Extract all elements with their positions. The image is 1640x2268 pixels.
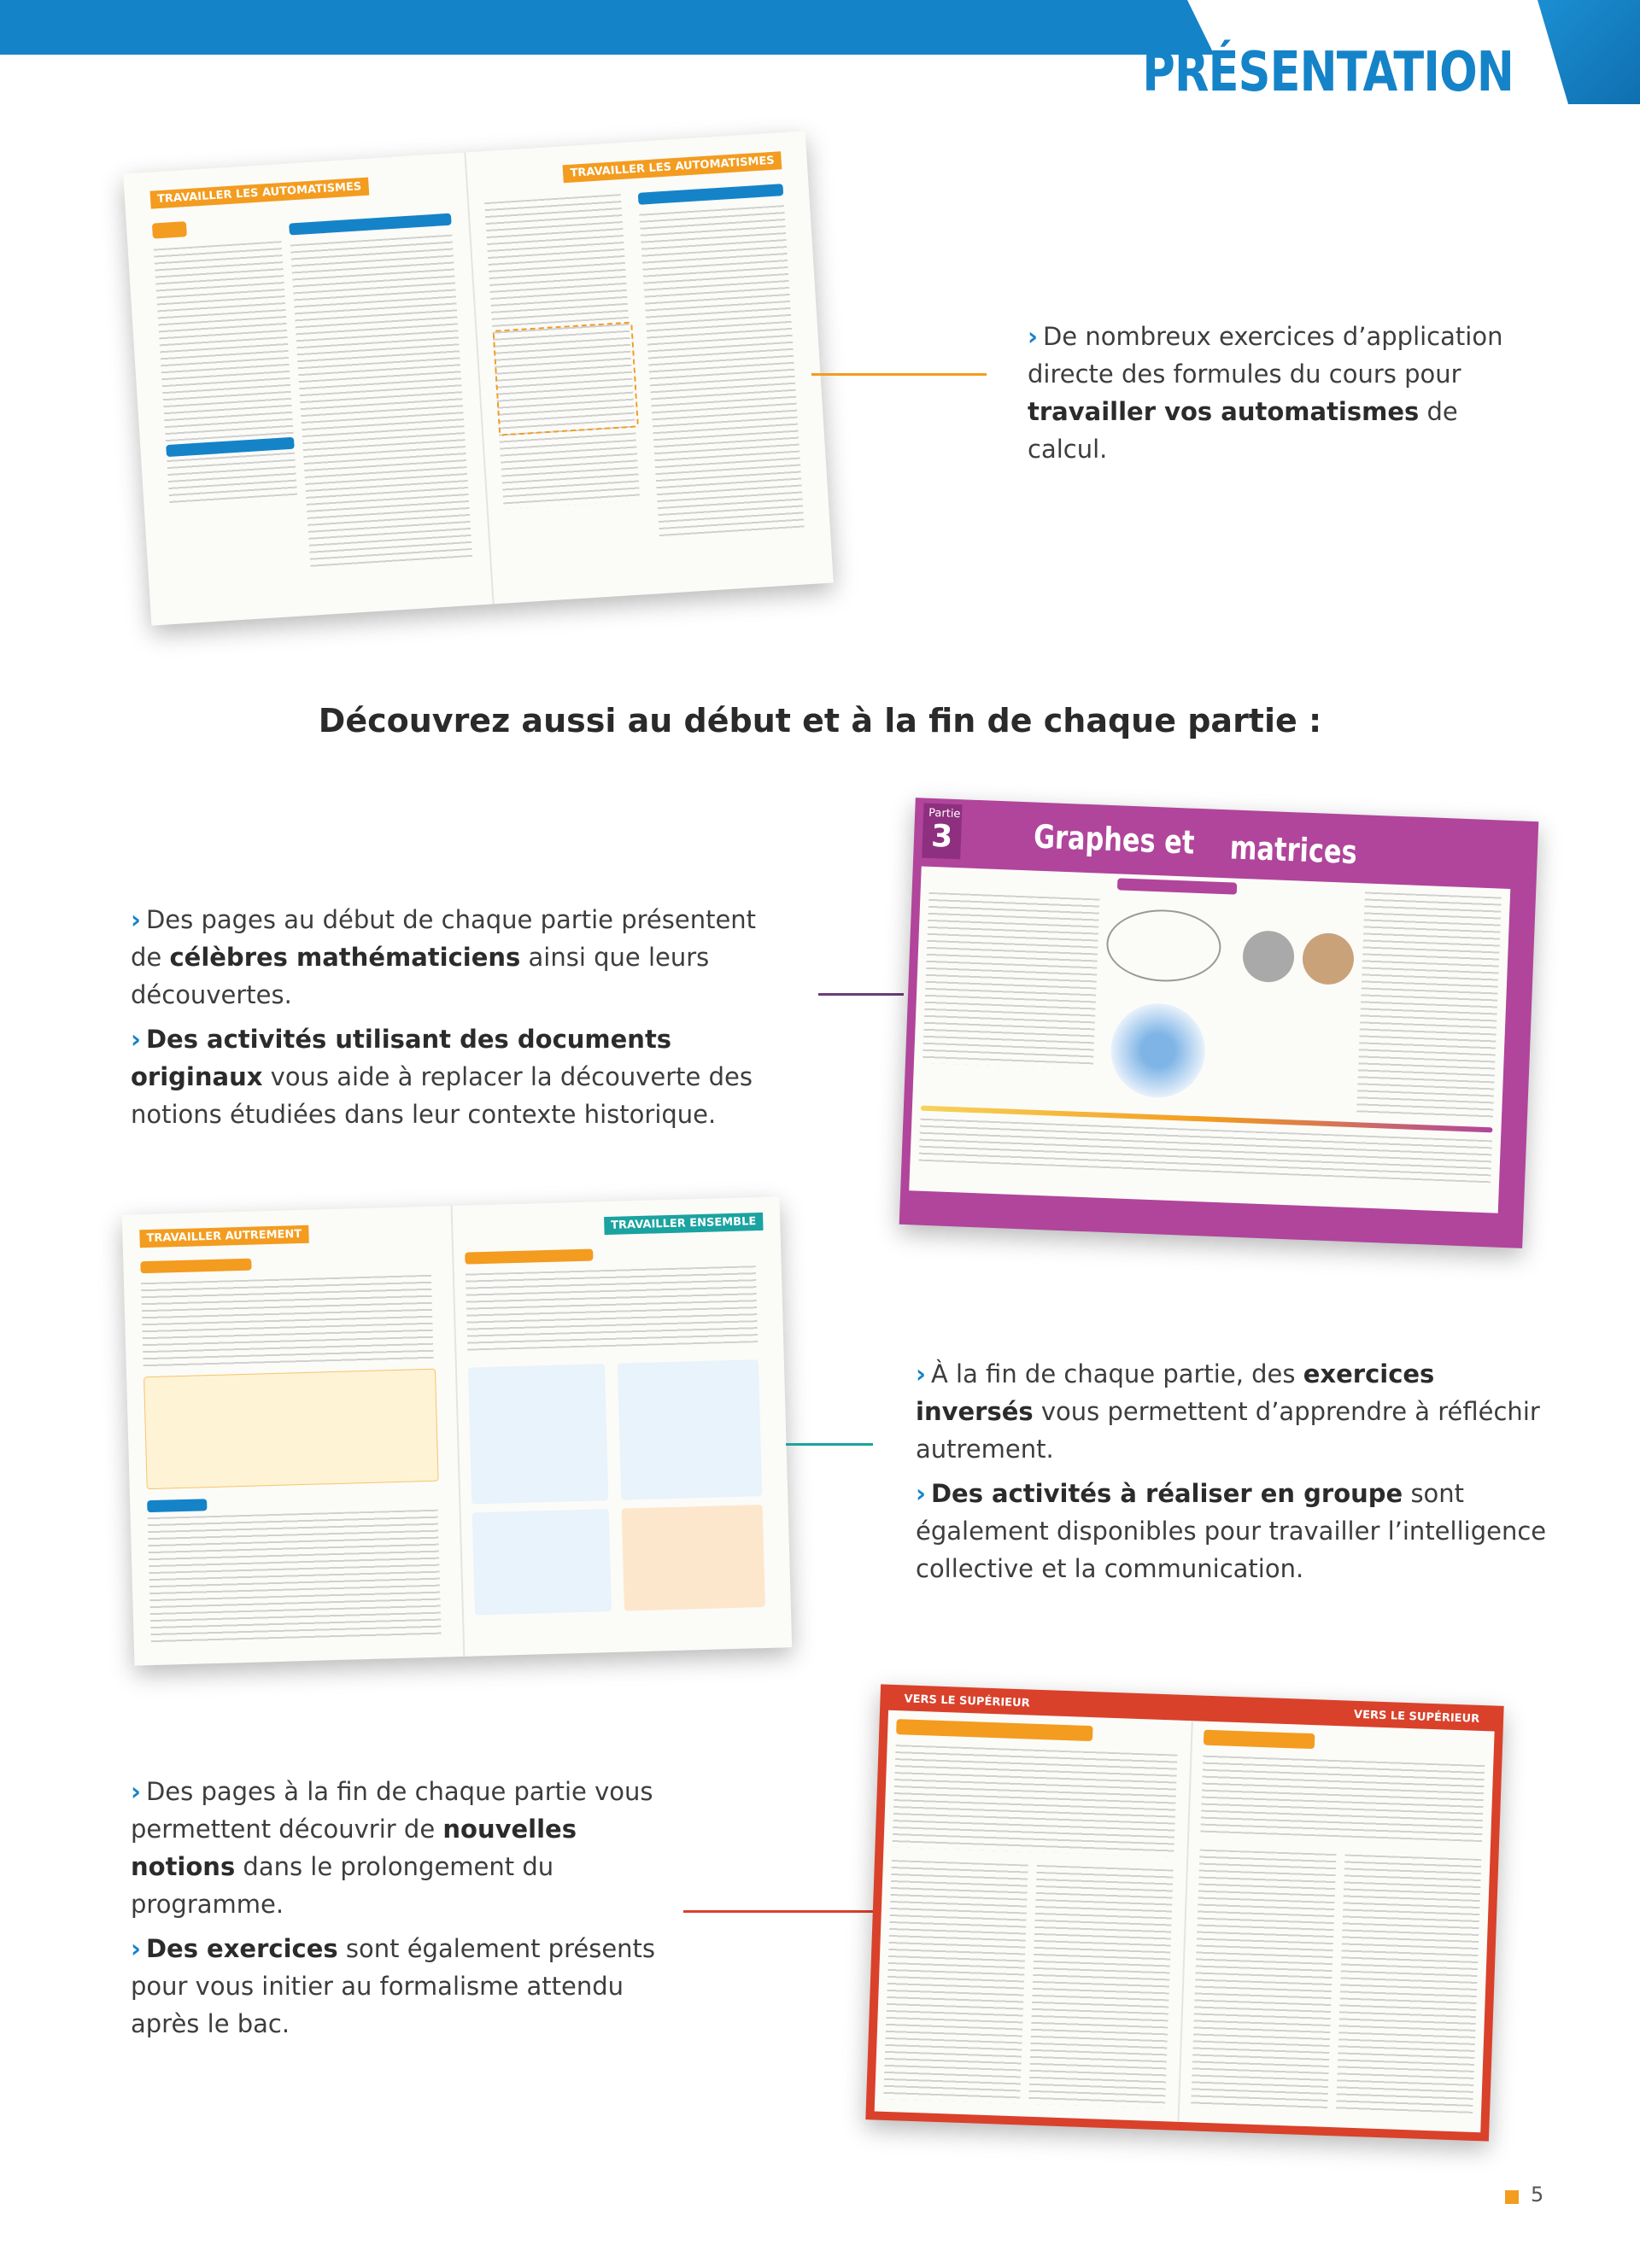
thumb-part-number: 3 [930, 818, 953, 855]
section-heading: Découvrez aussi au début et à la fin de chaque partie : [318, 702, 1322, 739]
connector-line [786, 1443, 873, 1446]
connector-line [818, 993, 904, 996]
connector-line [683, 1910, 873, 1913]
partie-opening-thumbnail [899, 798, 1539, 1248]
superieur-thumbnail [865, 1684, 1503, 2141]
automatismes-text: › De nombreux exercices d’application directe des formules du cours pour travailler vos automatismes de calcul. [1028, 322, 1503, 464]
thumb-tag-left: TRAVAILLER LES AUTOMATISMES [149, 178, 368, 209]
thumb-tag-right: TRAVAILLER ENSEMBLE [604, 1213, 764, 1235]
debut-partie-text: › Des pages au début de chaque partie présentent de célèbres mathématiciens ainsi que leurs découvertes. › Des activités utilisant des documents originaux vous aide à replacer la découverte des notions étudiées dans leur contexte historique. [131, 905, 757, 1129]
thumb-part-label: Partie [928, 806, 961, 821]
thumb-title-2: matrices [1229, 828, 1358, 872]
page-number-marker [1505, 2190, 1519, 2204]
thumb-tag-right: VERS LE SUPÉRIEUR [1347, 1705, 1487, 1728]
fin-partie-text: › À la fin de chaque partie, des exercices inversés vous permettent d’apprendre à réfléchir autrement. › Des activités à réaliser en groupe sont également disponibles pour travailler l’intelligence collective et la communication. [916, 1359, 1547, 1583]
page-title: PRÉSENTATION [1142, 41, 1514, 104]
fin-partie-thumbnail [122, 1196, 792, 1665]
thumb-tag-left: TRAVAILLER AUTREMENT [139, 1225, 308, 1248]
page-number: 5 [1531, 2183, 1544, 2207]
thumb-title-1: Graphes et [1033, 817, 1196, 862]
automatismes-thumbnail [123, 131, 834, 625]
superieur-text: › Des pages à la fin de chaque partie vous permettent découvrir de nouvelles notions dans le prolongement du programme. › Des exercices sont également présents pour vous initier au formalisme attendu après le bac. [131, 1777, 656, 2038]
thumb-tag-right: TRAVAILLER LES AUTOMATISMES [563, 151, 782, 183]
connector-line [811, 373, 987, 376]
thumb-tag-left: VERS LE SUPÉRIEUR [897, 1690, 1037, 1713]
